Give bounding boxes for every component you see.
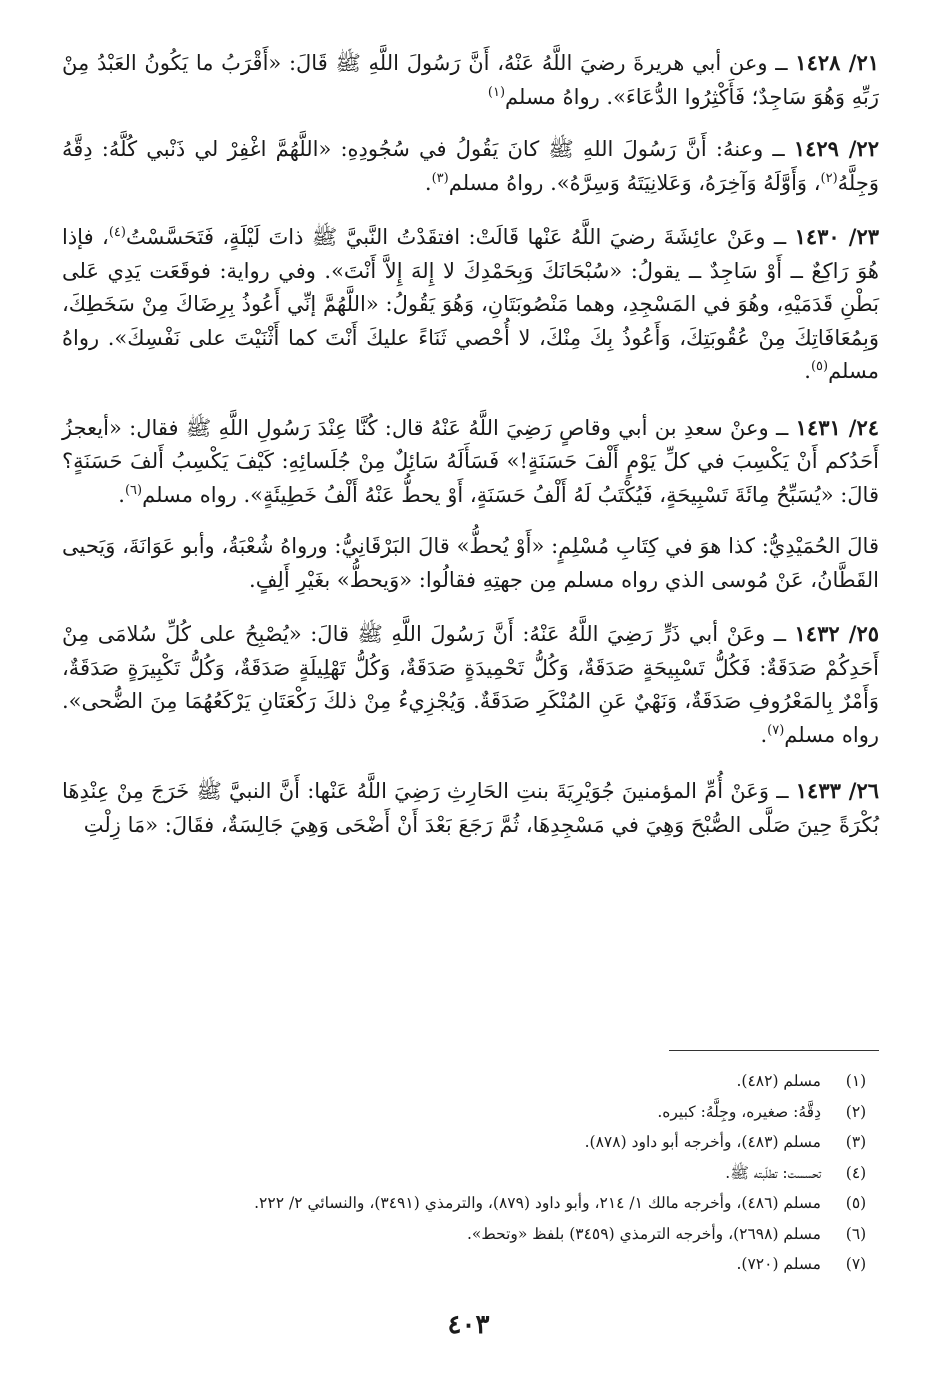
hadith-text: ــ وعن أبي هريرةَ رضيَ اللَّهُ عَنْهُ، أَنَّ رَسُولَ اللَّهِ ﷺ قَالَ: «أَقْرَبُ ما يَكُونُ العَبْدُ مِنْ رَبِّهِ وَهُوَ سَاجِدٌ؛ فَأَكْثِرُوا الدُّعَاءَ». رواهُ مسلم	[62, 51, 879, 109]
footnote-text: مسلم (٤٨٢).	[736, 1072, 821, 1090]
footnote-number: (٧)	[845, 1255, 867, 1273]
hadith-number: ٢١/ ١٤٢٨	[795, 50, 880, 75]
footnote-text: تحسست: تطلّبته ﷺ.	[725, 1163, 821, 1182]
hadith-1433	[62, 774, 879, 842]
page-number: ٤٠٣	[447, 1310, 490, 1340]
note-text: قالَ الحُمَيْدِيُّ: كذا هوَ في كِتَابِ مُسْلِمٍ: «أَوْ يُحطُّ» قالَ البَرْقَانِيُّ: ورواهُ شُعْبَةُ، وأبو عَوَانَةَ، وَيَحيى القَطَّانُ، عَنْ مُوسى الذي رواه مسلم مِن جهتِهِ فقالُوا: «وَيحطُّ» بغَيْرِ أَلِفٍ.	[62, 534, 879, 592]
hadith-1429	[62, 132, 879, 200]
footnote-item	[62, 1127, 877, 1158]
hadith-number: ٢٣/ ١٤٣٠	[794, 224, 880, 249]
body-text	[62, 46, 879, 862]
footnote-text: مسلم (٧٢٠).	[736, 1255, 821, 1273]
hadith-text: ــ وعَنْ أبي ذَرٍّ رَضِيَ اللَّهُ عَنْهُ: أَنَّ رَسُولَ اللَّهِ ﷺ قالَ: «يُصْبِحُ على كُلِّ سُلامَى مِنْ أَحَدِكُمْ صَدَقَةٌ: فَكُلُّ تَسْبِيحَةٍ صَدَقَةٌ، وَكُلُّ تَحْمِيدَةٍ صَدَقَةٌ، وَكُلُّ تَهْلِيلَةٍ صَدَقَةٌ، وَكُلُّ تَكْبِيرَةٍ صَدَقَةٌ، وَأَمْرٌ بِالمَعْرُوفِ صَدَقَةٌ، وَنَهْيٌ عَنِ المُنْكَرِ صَدَقَةٌ. وَيُجْزِيءُ مِنْ ذلكَ رَكْعَتَانِ يَرْكَعُهُمَا مِنَ الضُّحى». رواه مسلم	[62, 622, 879, 747]
hadith-text: ــ وعنْ سعدِ بن أبي وقاصٍ رَضِيَ اللَّهُ عَنْهُ قال: كُنَّا عِنْدَ رَسُولِ اللَّهِ ﷺ فقال: «أيعجزُ أَحَدُكم أَنْ يَكْسِبَ في كلِّ يَوْمٍ أَلْفَ حَسَنَةٍ!» فَسَأَلَهُ سَائِلٌ مِنْ جُلَسائِهِ: كَيْفَ يَكْسِبُ أَلفَ حَسَنَةٍ؟ قالَ: «يُسَبِّحُ مِائَةَ تَسْبِيحَةٍ، فَيُكْتَبُ لَهُ أَلْفُ حَسَنَةٍ، أَوْ يحطُّ عَنْهُ أَلْفُ خَطِيئَةٍ». رواه مسلم	[62, 415, 879, 507]
footnote-ref[interactable]: (٥)	[810, 359, 829, 374]
footnote-item	[62, 1249, 877, 1280]
footnote-number: (٣)	[845, 1133, 867, 1151]
footnote-number: (١)	[845, 1072, 867, 1090]
hadith-text: ــ وعنهُ: أَنَّ رَسُولَ اللهِ ﷺ كانَ يَقُولُ في سُجُودِهِ: «اللَّهُمَّ اغْفِرْ لي ذَنْبي كُلَّهُ: دِقَّهُ وَجِلَّهُ	[62, 137, 879, 195]
humaidi-note	[62, 530, 879, 597]
hadith-number: ٢٦/ ١٤٣٣	[795, 778, 880, 803]
footnote-number: (٥)	[845, 1194, 867, 1212]
hadith-1432	[62, 617, 879, 752]
hadith-number: ٢٥/ ١٤٣٢	[794, 621, 879, 646]
footnote-divider	[669, 1050, 879, 1051]
footnote-ref[interactable]: (١)	[487, 84, 506, 100]
hadith-number: ٢٤/ ١٤٣١	[795, 414, 879, 440]
footnote-text: مسلم (٤٨٦)، وأخرجه مالك ١/ ٢١٤، وأبو داود (٨٧٩)، والترمذي (٣٤٩١)، والنسائي ٢/ ٢٢٢.	[254, 1194, 821, 1212]
hadith-1430	[62, 220, 879, 389]
hadith-text: ــ وَعَنْ أُمِّ المؤمنينَ جُوَيْرِيَةَ بنتِ الحَارِثِ رَضِيَ اللَّهُ عَنْها: أَنَّ النبيَّ ﷺ خَرَجَ مِنْ عِنْدِهَا بُكْرَةً حِينَ صَلَّى الصُّبْحَ وَهِيَ في مَسْجِدِهَا، ثُمَّ رَجَعَ بَعْدَ أَنْ أَضْحَى وَهِيَ جَالِسَةٌ، فقَالَ: «مَا زِلْتِ	[62, 779, 879, 837]
footnote-item	[62, 1097, 877, 1128]
footnote-item	[62, 1219, 877, 1250]
footnote-ref[interactable]: (٢)	[820, 170, 838, 186]
footnote-ref[interactable]: (٦)	[124, 482, 143, 498]
footnote-item	[62, 1158, 877, 1189]
footnotes	[62, 1066, 877, 1280]
hadith-1428	[62, 46, 879, 114]
period: .	[424, 170, 432, 195]
footnote-ref[interactable]: (٣)	[431, 170, 449, 186]
footnote-text: مسلم (٤٨٣)، وأخرجه أبو داود (٨٧٨).	[584, 1133, 821, 1151]
hadith-number: ٢٢/ ١٤٢٩	[793, 136, 879, 161]
footnote-text: مسلم (٢٦٩٨)، وأخرجه الترمذي (٣٤٥٩) بلفظ «وتحط».	[466, 1224, 821, 1243]
footnote-number: (٢)	[845, 1102, 867, 1121]
hadith-text-tail: ، وَأَوَّلَهُ وَآخِرَهُ، وَعَلانِيَتَهُ وَسِرَّهُ». رواهُ مسلم	[448, 170, 821, 195]
footnote-text: دِقَّهُ: صغيره، وجِلَّهُ: كبيره.	[657, 1102, 821, 1121]
footnote-ref[interactable]: (٧)	[767, 722, 785, 738]
footnote-ref[interactable]: (٤)	[108, 225, 126, 240]
footnote-item	[62, 1066, 877, 1097]
footnote-number: (٤)	[845, 1163, 867, 1182]
hadith-text: ــ وعَنْ عائِشَةَ رضيَ اللَّهُ عَنْها قَالَتْ: افتقَدْتُ النَّبيَّ ﷺ ذاتَ لَيْلَةٍ، فَتَحَسَّسْتُ	[125, 225, 795, 249]
hadith-text-tail: .	[760, 722, 768, 747]
period: .	[118, 482, 125, 507]
period: .	[804, 359, 811, 383]
footnote-number: (٦)	[845, 1224, 867, 1243]
hadith-1431	[62, 411, 879, 513]
footnote-item	[62, 1188, 877, 1219]
hadith-text-tail: ، فإذا هُوَ رَاكِعٌ ــ أَوْ سَاجِدٌ ــ يقولُ: «سُبْحَانَكَ وَبِحَمْدِكَ لا إِلهَ إِلاَّ أَنْتَ». وفي رواية: فوقَعَت يَدِي عَلى بَطْنِ قَدَمَيْهِ، وهُوَ في المَسْجِدِ، وهما مَنْصُوبَتَانِ، وَهُوَ يَقُولُ: «اللَّهُمَّ إنِّي أَعُوذُ بِرِضَاكَ مِنْ سَخَطِكَ، وَبِمُعَافَاتِكَ مِنْ عُقُوبَتِكَ، وَأَعُوذُ بِكَ مِنْكَ، لا أُحْصي ثَنَاءً عليكَ أَنْتَ كما أَثْنَيْتَ على نَفْسِكَ». رواهُ مسلم	[62, 225, 879, 383]
